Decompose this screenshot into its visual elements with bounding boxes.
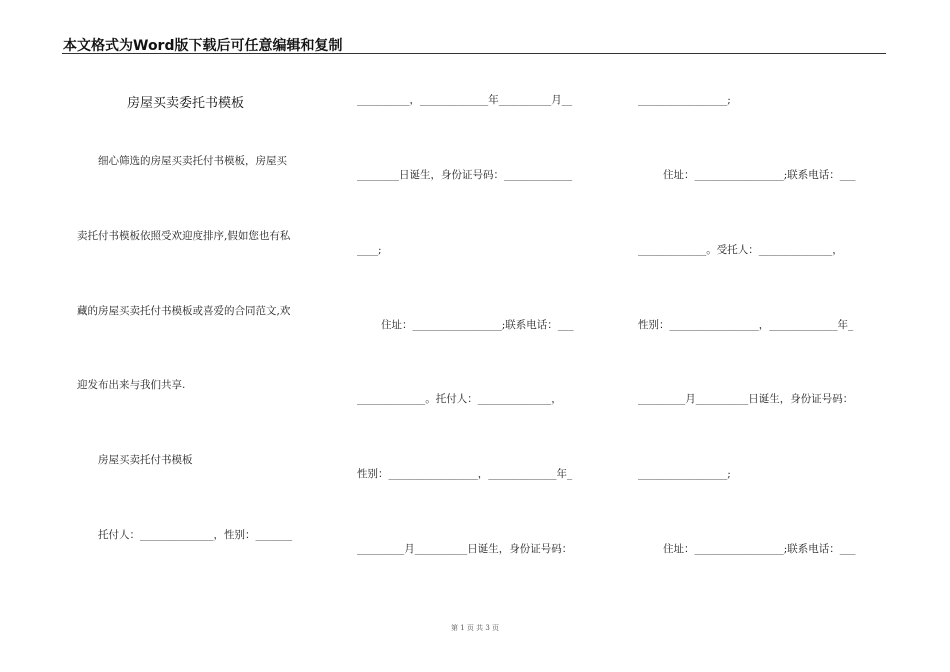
col2-line-2: ________日诞生，身份证号码：_____________ (357, 169, 573, 181)
document-title: 房屋买卖委托书模板 (127, 96, 245, 111)
col3-line-1: _________________; (638, 94, 731, 106)
header-divider (62, 53, 886, 54)
col3-line-4: 性别：_________________，_____________年_ (638, 319, 854, 331)
col1-line-5: 房屋买卖托付书模板 (98, 454, 193, 466)
col3-line-2: 住址：_________________;联系电话：___ (663, 169, 856, 181)
col2-line-3: ____; (357, 244, 382, 256)
col2-line-5: _____________。托付人：______________， (357, 393, 562, 405)
col2-line-6: 性别：_________________，_____________年_ (357, 468, 573, 480)
col1-line-1: 细心筛选的房屋买卖托付书模板，房屋买 (98, 155, 287, 167)
col2-line-7: _________月__________日诞生，身份证号码： (357, 543, 573, 555)
col3-line-5: _________月__________日诞生，身份证号码： (638, 393, 854, 405)
col2-line-4: 住址：_________________;联系电话：___ (381, 319, 574, 331)
col3-line-6: _________________; (638, 468, 731, 480)
col3-line-3: _____________。受托人：______________， (638, 244, 843, 256)
col1-line-4: 迎发布出来与我们共享. (77, 379, 186, 391)
col2-line-1: __________，_____________年__________月__ (357, 94, 573, 106)
col1-line-3: 藏的房屋买卖托付书模板或喜爱的合同范文,欢 (77, 305, 291, 317)
col1-line-6: 托付人：______________，性别：_______ (98, 529, 293, 541)
header-title: 本文格式为Word版下载后可任意编辑和复制 (63, 38, 343, 54)
page-number: 第 1 页 共 3 页 (450, 624, 500, 632)
col1-line-2: 卖托付书模板依照受欢迎度排序,假如您也有私 (77, 230, 291, 242)
col3-line-7: 住址：_________________;联系电话：___ (663, 543, 856, 555)
